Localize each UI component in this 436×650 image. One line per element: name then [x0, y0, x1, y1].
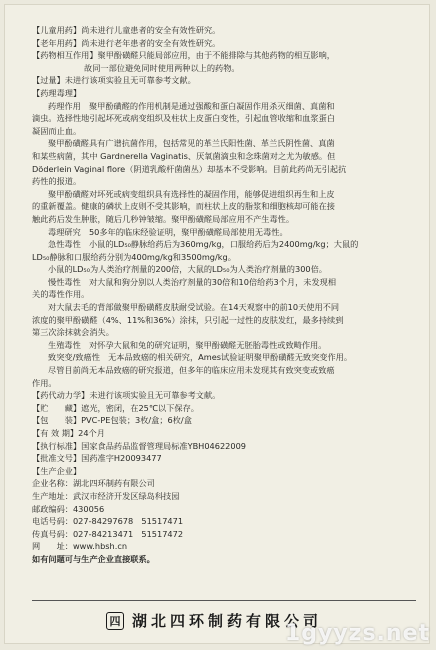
text-line: 慢性毒性 对大鼠和狗分别以人类治疗剂量的30倍和10倍给药3个月，未发现相 [48, 276, 337, 287]
text-line: 网 址：www.hbsh.cn [32, 541, 128, 552]
package-insert-page [4, 4, 430, 644]
text-line: 【执行标准】国家食品药品监督管理局标准YBH04622009 [32, 440, 247, 451]
text-line: 聚甲酚磺醛对坏死或病变组织具有选择性的凝固作用，能够促进组织再生和上皮 [48, 188, 335, 199]
text-line: 【老年用药】尚未进行老年患者的安全有效性研究。 [32, 37, 221, 48]
text-line: 的重新覆盖。健康的磷状上皮则不受其影响，而柱状上皮的脂浆和细胞核却可能在接 [32, 201, 335, 212]
text-line: 【贮 藏】遮光，密闭，在25℃以下保存。 [32, 402, 199, 413]
text-line: 毒理研究 50多年的临床经验证明，聚甲酚磺醛局部使用无毒性。 [48, 226, 288, 237]
site-watermark: 1gyyzs.net [284, 621, 430, 646]
text-line: 小鼠的LD₅₀为人类治疗剂量的200倍，大鼠的LD₅₀为人类治疗剂量的300倍。 [48, 264, 327, 275]
text-line: 【生产企业】 [32, 465, 82, 476]
text-line: 【包 装】PVC-PE包装；3枚/盒；6枚/盒 [32, 415, 192, 426]
insert-text-body [32, 24, 418, 566]
text-line: 故同一部位避免同时使用两种以上的药物。 [84, 62, 240, 73]
text-line: 关的毒性作用。 [32, 289, 90, 300]
text-line: 浓度的聚甲酚磺醛（4%、11%和36%）涂抹，只引起一过性的皮肤发红，最多持续到 [32, 314, 344, 325]
text-line: 【过量】未进行该项实验且无可靠参考文献。 [32, 75, 196, 86]
company-name: 湖北四环制药有限公司 [132, 612, 323, 630]
text-line: 凝固而止血。 [32, 125, 82, 136]
text-line: 药理作用 聚甲酚磺醛的作用机制是通过强酸和蛋白凝固作用杀灭细菌、真菌和 [48, 100, 335, 111]
text-line: 致突变/致癌性 无本品致癌的相关研究，Ames试验证明聚甲酚磺醛无致突变作用。 [48, 352, 353, 363]
text-line: 【批准文号】国药准字H20093477 [32, 453, 162, 464]
text-line: 第三次涂抹就会消失。 [32, 327, 114, 338]
text-line: 【药理毒理】 [32, 87, 82, 98]
company-logo-icon: 四 [106, 612, 124, 630]
text-line: 传真号码：027-84213471 51517472 [32, 528, 184, 539]
text-line: 生殖毒性 对怀孕大鼠和兔的研究证明，聚甲酚磺醛无胚胎毒性或致畸作用。 [48, 339, 327, 350]
text-line: 药性的报道。 [32, 176, 82, 187]
text-line: 滴虫。选择性地引起坏死或病变组织及柱状上皮蛋白变性，引起血管收缩和血浆蛋白 [32, 113, 335, 124]
text-line: 触此药后发生肿胀，随后几秒钟皱缩。聚甲酚磺醛局部应用不产生毒性。 [32, 213, 295, 224]
text-line: 和某些病菌，其中 Gardnerella Vaginatis、厌氧菌滴虫和念珠菌对之尤为敏感。但 [32, 150, 336, 161]
text-line: Döderlein Vaginal flore（阴道乳酸杆菌菌丛）却基本不受影响。目前此药尚无引起抗 [32, 163, 347, 174]
text-line: 尽管目前尚无本品致癌的研究报道，但多年的临床应用未发现其有致突变或致癌 [48, 365, 335, 376]
text-line: 【药代动力学】未进行该项实验且无可靠参考文献。 [32, 390, 221, 401]
text-line: 对大鼠去毛的背部做聚甲酚磺醛皮肤耐受试验。在14天观察中的前10天使用不同 [48, 302, 340, 313]
text-line: 作用。 [32, 377, 57, 388]
text-line: 【儿童用药】尚未进行儿童患者的安全有效性研究。 [32, 25, 221, 35]
text-line: 生产地址：武汉市经济开发区绿岛科技园 [32, 490, 180, 501]
text-line: 电话号码：027-84297678 51517471 [32, 516, 184, 527]
text-line: 【药物相互作用】聚甲酚磺醛只能局部应用，由于不能排除与其他药物的相互影响， [32, 50, 335, 61]
text-line: 企业名称：湖北四环制药有限公司 [32, 478, 155, 489]
footer-divider [32, 600, 416, 601]
text-line: 聚甲酚磺醛具有广谱抗菌作用，包括常见的革兰氏阳性菌、革兰氏阴性菌、真菌 [48, 138, 335, 149]
text-line: LD₅₀静脉和口服给药分别为400mg/kg和3500mg/kg。 [32, 251, 236, 262]
text-line: 邮政编码：430056 [32, 503, 105, 514]
text-line: 急性毒性 小鼠的LD₅₀静脉给药后为360mg/kg，口服给药后为2400mg/kg；大鼠的 [48, 239, 359, 250]
text-line: 如有问题可与生产企业直接联系。 [32, 553, 155, 564]
text-line: 【有 效 期】24个月 [32, 428, 105, 438]
